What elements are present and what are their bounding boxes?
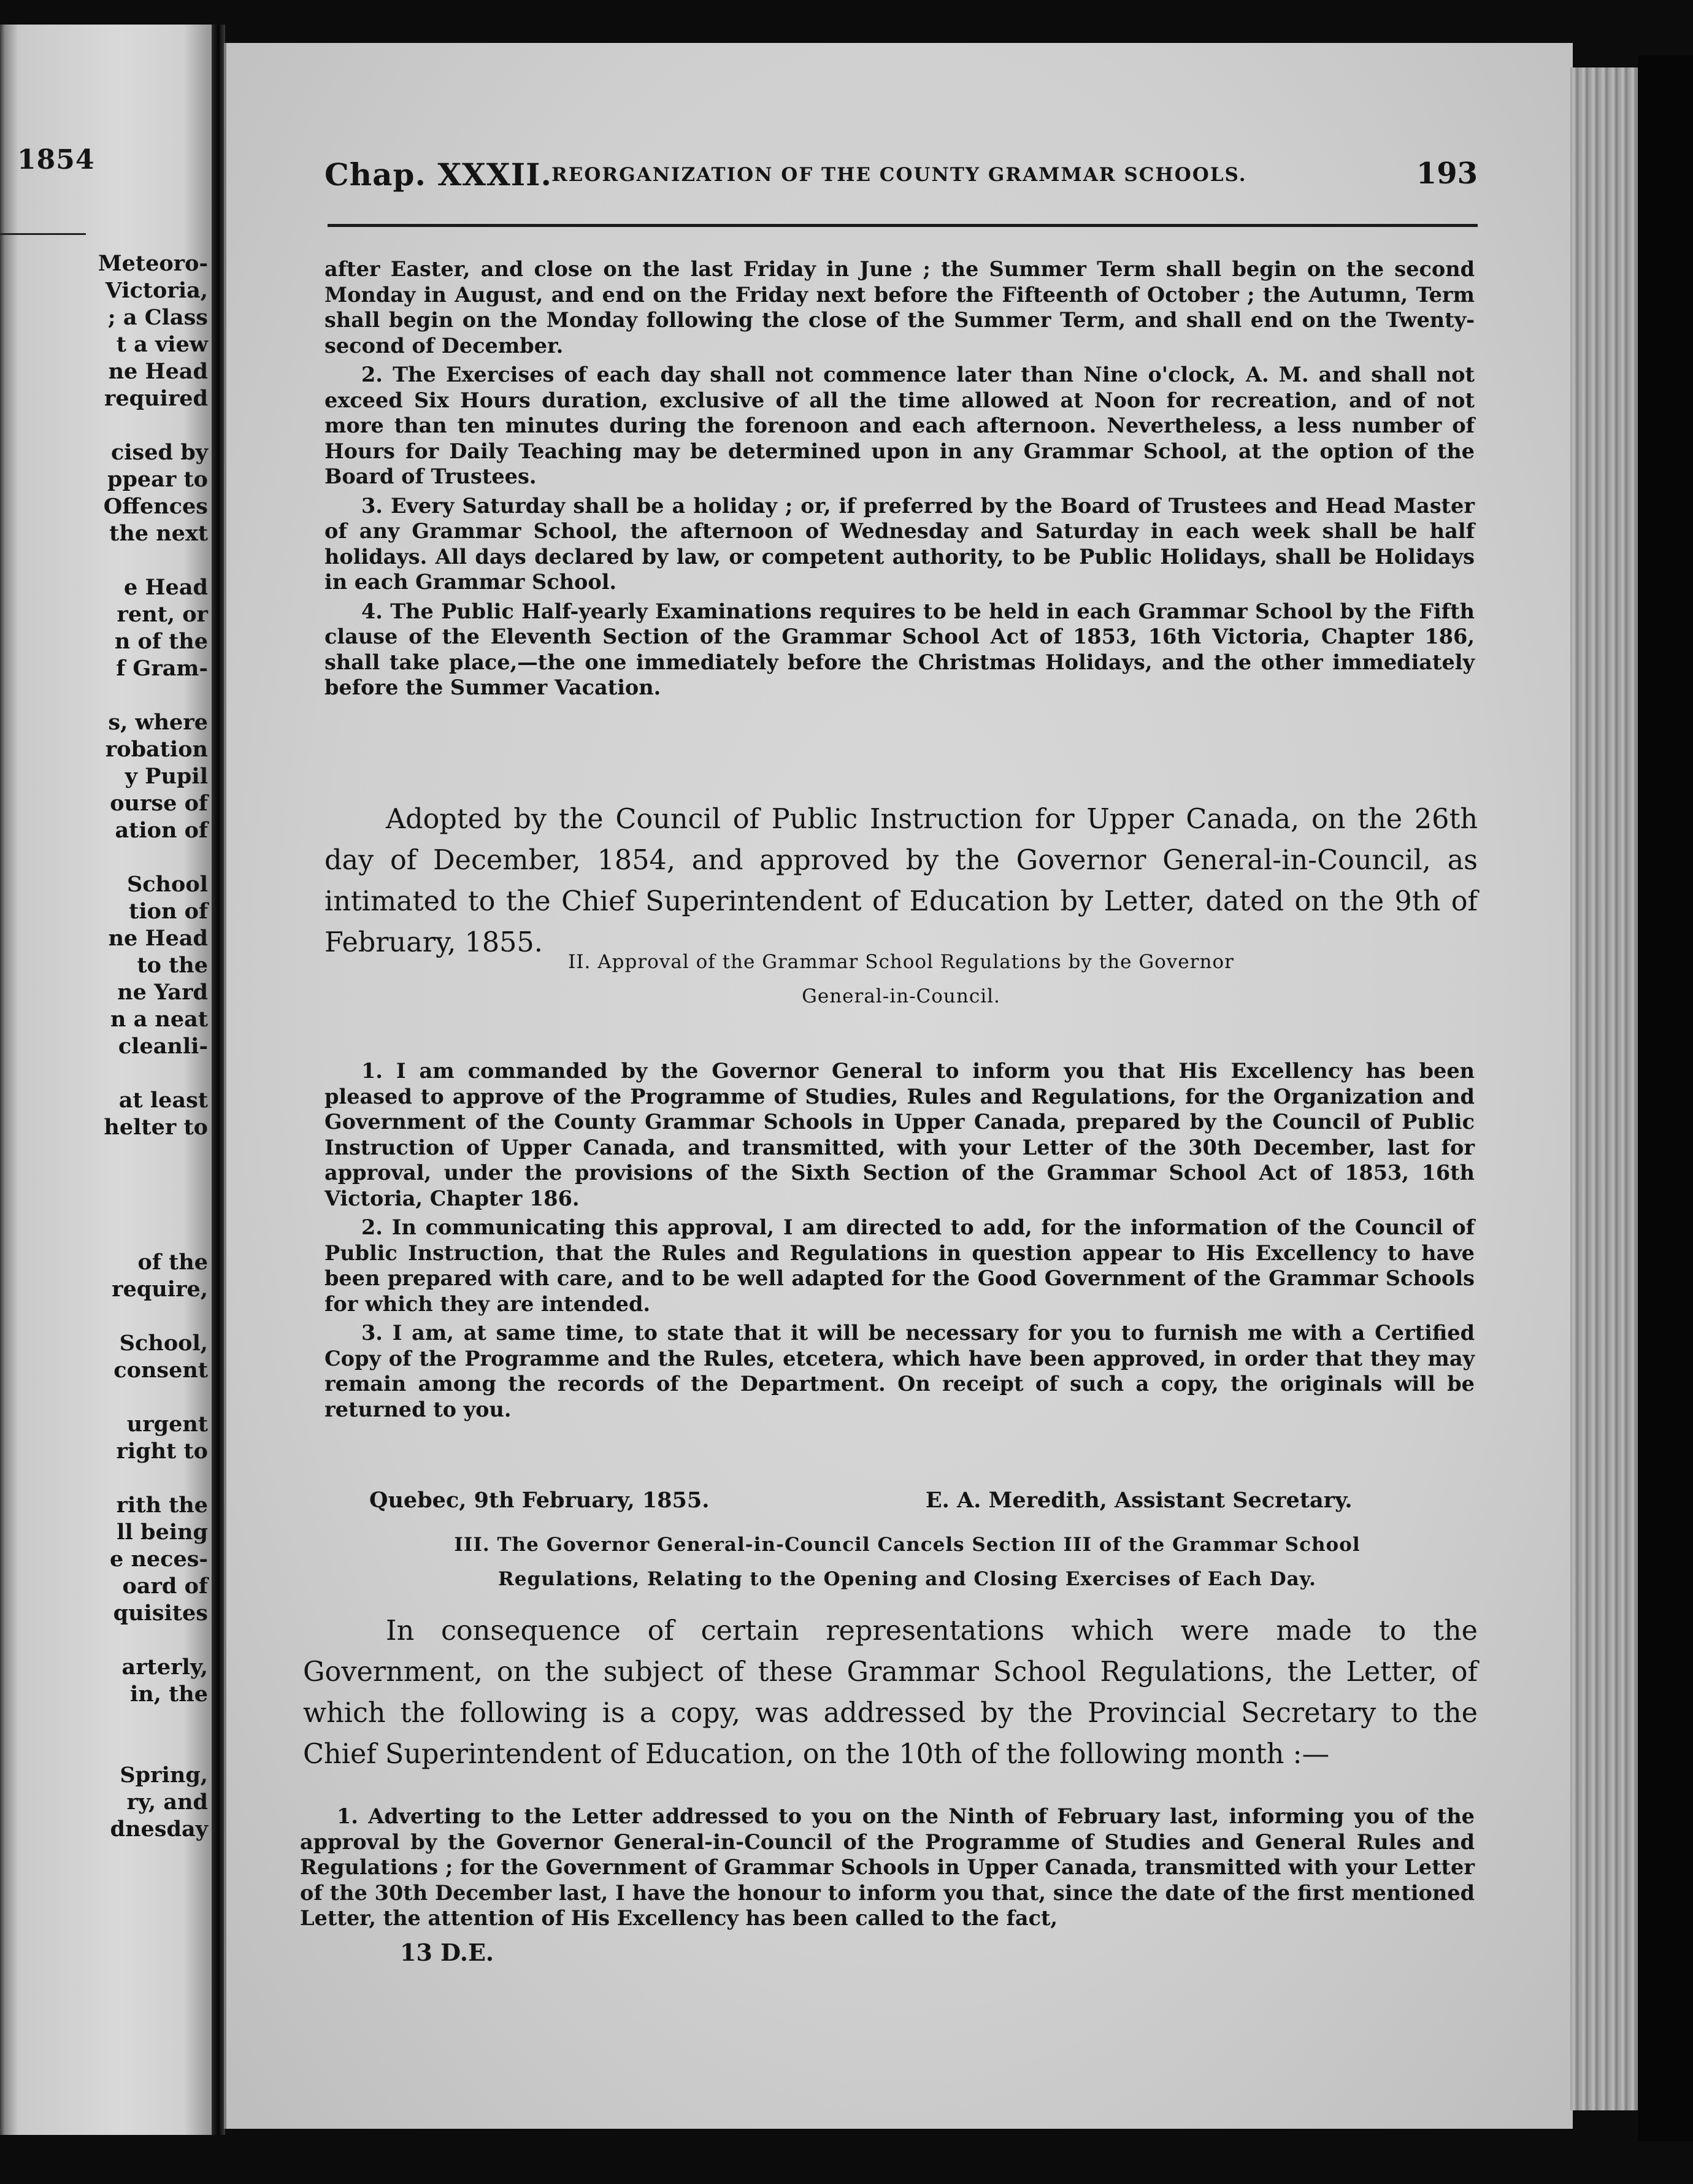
paragraph: 3. I am, at same time, to state that it will be necessary for you to furnish me with a Certified Copy of the Programme and the Rules, etcetera, which have been approved, in order that they may remain among the records of the Department. On receipt of such a copy, the originals will be returned to you. [324, 1321, 1475, 1421]
left-page-line [24, 1735, 208, 1762]
section3-text [300, 1804, 1475, 1931]
left-page-fragment [0, 25, 212, 2135]
left-page-line: cised by [110, 440, 208, 465]
left-page-line: arterly, [121, 1655, 208, 1680]
left-page-line: e neces- [110, 1547, 208, 1572]
left-page-line: y Pupil [125, 764, 208, 789]
left-page-line: ry, and [126, 1790, 208, 1815]
left-page-line: e Head [124, 575, 208, 600]
heading-line: III. The Governor General-in-Council Cancels Section III of the Grammar School [454, 1534, 1361, 1556]
left-page-line [24, 1060, 208, 1087]
left-page-line: ation of [115, 818, 208, 843]
section2-heading [331, 945, 1472, 1013]
left-page-lines [24, 250, 208, 1843]
left-page-line: required [104, 386, 208, 411]
left-page-line [24, 1627, 208, 1654]
left-page-line: quisites [113, 1601, 208, 1626]
signature-name: E. A. Meredith, Assistant Secretary. [926, 1488, 1353, 1513]
left-page-line: urgent [126, 1412, 208, 1437]
section2-text [324, 1058, 1475, 1422]
left-page-line [24, 1708, 208, 1735]
left-page-line: n a neat [110, 1007, 208, 1032]
left-page-line: t a view [116, 332, 208, 357]
signature-place-date: Quebec, 9th February, 1855. [369, 1488, 710, 1513]
heading-line: General-in-Council. [802, 985, 1000, 1007]
printer-signature-mark: 13 D.E. [400, 1939, 494, 1966]
left-page-line [24, 1195, 208, 1222]
left-page-line [24, 412, 208, 439]
left-page-line: ppear to [107, 467, 208, 492]
dark-border [1638, 55, 1693, 2141]
left-page-rule [0, 233, 86, 235]
paragraph: 3. Every Saturday shall be a holiday ; or, if preferred by the Board of Trustees and Head Master of any Grammar School, the afternoon of Wednesday and Saturday in each week shall be half holidays. All days declared by law, or competent authority, to be Public Holidays, shall be Holidays in each Grammar School. [324, 493, 1475, 594]
left-page-line: School, [119, 1331, 208, 1356]
left-page-line: School [126, 872, 208, 897]
left-page-line: at least [118, 1088, 208, 1113]
section3-intro [303, 1610, 1478, 1775]
main-page [224, 43, 1573, 2129]
left-page-line: rith the [116, 1493, 208, 1518]
left-page-line: ne Head [108, 359, 208, 384]
left-page-line [24, 682, 208, 709]
paragraph: 2. In communicating this approval, I am directed to add, for the information of the Council of Public Instruction, that the Rules and Regulations in question appear to His Excellency to have been prepared with care, and to be well adapted for the Good Government of the Grammar Schools for which they are intended. [324, 1215, 1475, 1316]
left-page-line [24, 547, 208, 574]
chapter-label: Chap. XXXII. [324, 156, 552, 193]
left-page-line: consent [113, 1358, 208, 1383]
left-page-line [24, 844, 208, 871]
adopted-paragraph [324, 799, 1478, 963]
left-page-line: Victoria, [105, 278, 208, 303]
left-page-line: helter to [104, 1115, 208, 1140]
left-page-line [24, 1222, 208, 1249]
running-title: REORGANIZATION OF THE COUNTY GRAMMAR SCHOOLS. [551, 164, 1247, 186]
paragraph: 1. I am commanded by the Governor General to inform you that His Excellency has been pleased to approve of the Programme of Studies, Rules and Regulations, for the Organization and Government of the County Grammar Schools in Upper Canada, prepared by the Council of Public Instruction of Upper Canada, and transmitted, with your Letter of the 30th December, last for approval, under the provisions of the Sixth Section of the Grammar School Act of 1853, 16th Victoria, Chapter 186. [324, 1059, 1475, 1210]
paragraph: In consequence of certain representations which were made to the Government, on the subject of these Grammar School Regulations, the Letter, of which the following is a copy, was addressed by the Provincial Secretary to the Chief Superintendent of Education, on the 10th of the following month :— [303, 1615, 1478, 1770]
left-page-line: cleanli- [118, 1034, 208, 1059]
running-head [324, 156, 1478, 193]
left-page-line [24, 1384, 208, 1411]
left-page-line: n of the [114, 629, 208, 654]
page-number: 193 [1416, 156, 1478, 191]
left-page-line: ; a Class [107, 305, 208, 330]
left-page-line: Meteoro- [98, 251, 208, 276]
paragraph: after Easter, and close on the last Friday in June ; the Summer Term shall begin on the second Monday in August, and end on the Friday next before the Fifteenth of October ; the Autumn, Term shall begin on the Monday following the close of the Summer Term, and shall end on the Twenty-second of December. [324, 257, 1475, 358]
paragraph: 1. Adverting to the Letter addressed to you on the Ninth of February last, informing you of the approval by the Governor General-in-Council of the Programme of Studies and General Rules and Regulations ; for the Government of Grammar Schools in Upper Canada, transmitted with your Letter of the 30th December last, I have the honour to inform you that, since the date of the first mentioned Letter, the attention of His Excellency has been called to the fact, [300, 1804, 1475, 1930]
left-page-year: 1854 [17, 144, 95, 175]
left-page-line: to the [137, 953, 208, 978]
left-page-line: require, [112, 1277, 208, 1302]
left-page-line [24, 1303, 208, 1330]
left-page-line: of the [137, 1250, 208, 1275]
left-page-line: the next [109, 521, 208, 546]
left-page-line: right to [116, 1439, 208, 1464]
left-page-line: dnesday [110, 1817, 208, 1842]
left-page-line: ourse of [110, 791, 208, 816]
section1-text [324, 256, 1475, 701]
left-page-line: f Gram- [116, 656, 208, 681]
left-page-line: Spring, [120, 1763, 208, 1788]
left-page-line: ne Head [108, 926, 208, 951]
left-page-line: ne Yard [117, 980, 208, 1005]
heading-line: II. Approval of the Grammar School Regulations by the Governor [568, 951, 1234, 973]
left-page-line [24, 1141, 208, 1168]
section3-heading [331, 1528, 1484, 1596]
left-page-line: tion of [129, 899, 208, 924]
left-page-line: Offences [103, 494, 208, 519]
left-page-line [24, 1168, 208, 1195]
left-page-line: rent, or [117, 602, 208, 627]
paragraph: Adopted by the Council of Public Instruction for Upper Canada, on the 26th day of December, 1854, and approved by the Governor General-in-Council, as intimated to the Chief Superintendent of Education by Letter, dated on the 9th of February, 1855. [324, 804, 1478, 958]
left-page-line: ll being [117, 1520, 208, 1545]
paragraph: 4. The Public Half-yearly Examinations requires to be held in each Grammar School by the Fifth clause of the Eleventh Section of the Grammar School Act of 1853, 16th Victoria, Chapter 186, shall take place,—the one immediately before the Christmas Holidays, and the other immediately before the Summer Vacation. [324, 599, 1475, 699]
book-gutter [212, 25, 225, 2135]
left-page-line: s, where [108, 710, 208, 735]
left-page-line: oard of [122, 1574, 208, 1599]
page-edges [1570, 67, 1638, 2110]
heading-line: Regulations, Relating to the Opening and Closing Exercises of Each Day. [498, 1568, 1316, 1590]
left-page-line: robation [105, 737, 208, 762]
header-rule [328, 224, 1478, 227]
left-page-line [24, 1465, 208, 1492]
left-page-line: in, the [130, 1682, 208, 1707]
paragraph: 2. The Exercises of each day shall not commence later than Nine o'clock, A. M. and shall not exceed Six Hours duration, exclusive of all the time allowed at Noon for recreation, and of not more than ten minutes during the forenoon and each afternoon. Nevertheless, a less number of Hours for Daily Teaching may be determined upon in any Grammar School, at the option of the Board of Trustees. [324, 363, 1475, 488]
